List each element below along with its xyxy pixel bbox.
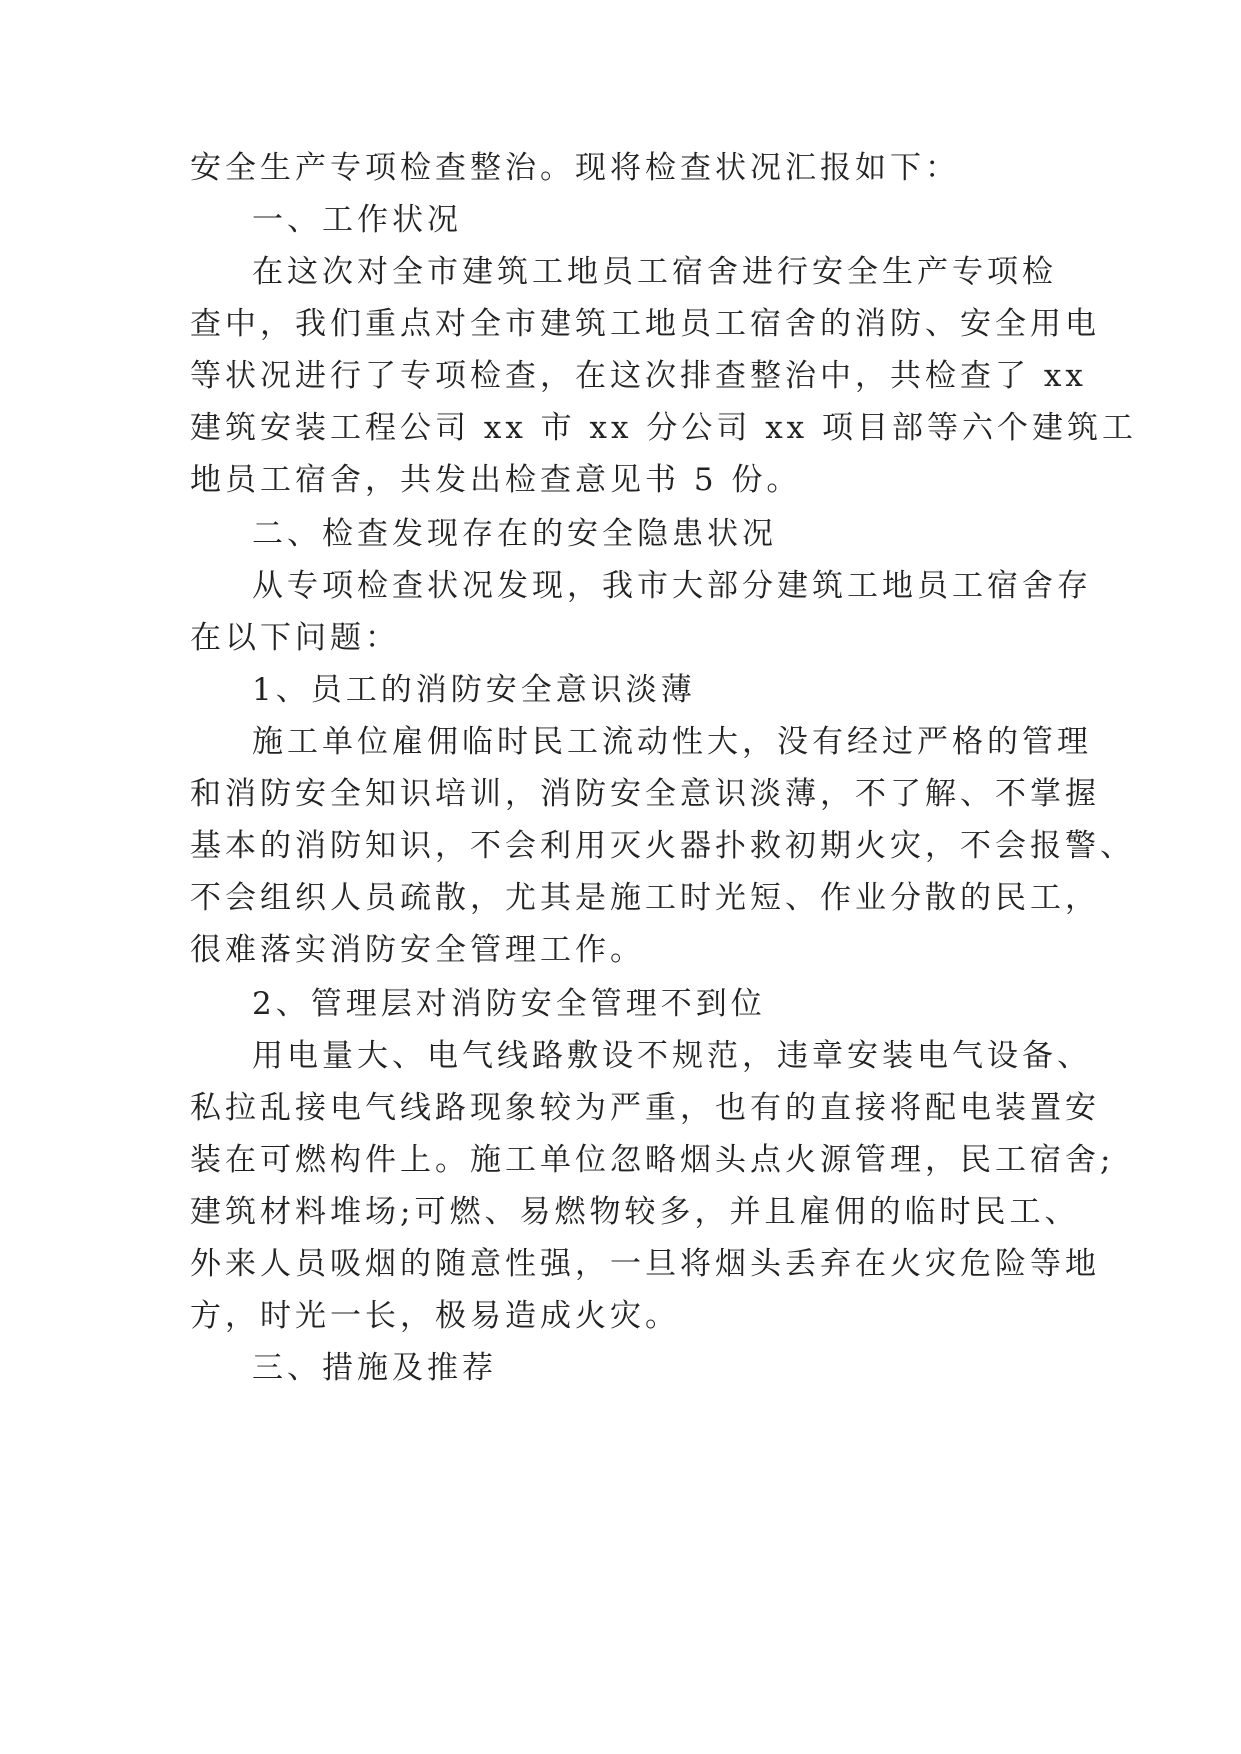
body-text-line: 等状况进行了专项检查，在这次排查整治中，共检查了 xx bbox=[190, 358, 1087, 394]
body-text-line: 和消防安全知识培训，消防安全意识淡薄，不了解、不掌握 bbox=[190, 776, 1100, 812]
body-text-line: 在以下问题： bbox=[190, 620, 400, 656]
body-text-line: 基本的消防知识，不会利用灭火器扑救初期火灾，不会报警、 bbox=[190, 828, 1135, 864]
body-text-line: 私拉乱接电气线路现象较为严重，也有的直接将配电装置安 bbox=[190, 1090, 1100, 1126]
body-text-line: 建筑安装工程公司 xx 市 xx 分公司 xx 项目部等六个建筑工 bbox=[190, 410, 1138, 446]
body-text-line: 在这次对全市建筑工地员工宿舍进行安全生产专项检 bbox=[252, 254, 1057, 290]
subsection-heading-awareness: 1、员工的消防安全意识淡薄 bbox=[252, 672, 696, 708]
section-heading-hazards: 二、检查发现存在的安全隐患状况 bbox=[252, 516, 777, 552]
body-text-line: 外来人员吸烟的随意性强，一旦将烟头丢弃在火灾危险等地 bbox=[190, 1246, 1100, 1282]
body-text-line: 装在可燃构件上。施工单位忽略烟头点火源管理，民工宿舍; bbox=[190, 1142, 1115, 1178]
body-text-line: 很难落实消防安全管理工作。 bbox=[190, 932, 645, 968]
body-text-line: 方，时光一长，极易造成火灾。 bbox=[190, 1298, 680, 1334]
section-heading-work-status: 一、工作状况 bbox=[252, 202, 462, 238]
body-text-line: 用电量大、电气线路敷设不规范，违章安装电气设备、 bbox=[252, 1038, 1092, 1074]
body-text-line: 建筑材料堆场;可燃、易燃物较多，并且雇佣的临时民工、 bbox=[190, 1194, 1080, 1230]
body-text-line: 施工单位雇佣临时民工流动性大，没有经过严格的管理 bbox=[252, 724, 1092, 760]
body-text-line: 从专项检查状况发现，我市大部分建筑工地员工宿舍存 bbox=[252, 568, 1092, 604]
body-text-line: 安全生产专项检查整治。现将检查状况汇报如下： bbox=[190, 150, 960, 186]
section-heading-measures: 三、措施及推荐 bbox=[252, 1350, 497, 1386]
body-text-line: 地员工宿舍，共发出检查意见书 5 份。 bbox=[190, 462, 802, 498]
subsection-heading-management: 2、管理层对消防安全管理不到位 bbox=[252, 986, 766, 1022]
body-text-line: 查中，我们重点对全市建筑工地员工宿舍的消防、安全用电 bbox=[190, 306, 1100, 342]
body-text-line: 不会组织人员疏散，尤其是施工时光短、作业分散的民工， bbox=[190, 880, 1100, 916]
